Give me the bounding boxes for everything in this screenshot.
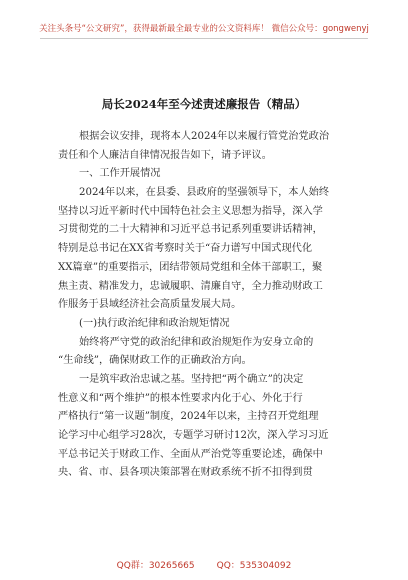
body-line: 责任和个人廉洁自律情况报告如下，请予评议。 [58, 149, 272, 161]
body-line: 根据会议安排，现将本人2024年以来履行管党治党政治 [79, 131, 330, 142]
subsection-heading: (一)执行政治纪律和政治规矩情况 [79, 317, 230, 329]
body-line: 2024年以来，在县委、县政府的坚强领导下，本人始终 [79, 187, 330, 199]
header-divider [40, 38, 368, 39]
body-line: “生命线”，确保财政工作的正确政治方向。 [58, 355, 252, 367]
header-promo-text: 关注头条号“公文研究”，获得最新最全最专业的公文资料库！ 微信公众号：gongwenyj [39, 24, 369, 34]
section-heading: 一、工作开展情况 [79, 168, 161, 180]
body-line: 严格执行“第一议题”制度，2024年以来，主持召开党组理 [58, 411, 319, 423]
document-body [58, 128, 350, 483]
body-line: 央、省、市、县各项决策部署在财政系统不折不扣得到贯 [58, 467, 313, 479]
body-line: 特别是总书记在XX省考察时关于“奋力谱写中国式现代化 [58, 243, 313, 255]
body-line: 作服务于县域经济社会高质量发展大局。 [58, 299, 242, 311]
document-title: 局长2024年至今述责述廉报告（精品） [101, 97, 307, 111]
body-line: 平总书记关于财政工作、全面从严治党等重要论述，确保中 [58, 448, 323, 460]
body-line: 焦主责、精准发力，忠诚履职、清廉自守，全力推动财政工 [58, 280, 323, 292]
body-line: 习贯彻党的二十大精神和习近平总书记系列重要讲话精神， [58, 224, 323, 236]
body-line: 坚持以习近平新时代中国特色社会主义思想为指导，深入学 [58, 205, 323, 217]
body-line: 性意义和“两个维护”的根本性要求内化于心、外化于行 [58, 392, 303, 404]
body-line: 始终将严守党的政治纪律和政治规矩作为安身立命的 [79, 336, 314, 348]
body-line: 论学习中心组学习28次，专题学习研讨12次，深入学习习近 [58, 430, 329, 441]
page-header [0, 0, 408, 58]
footer-qq-number: QQ：535304092 [216, 561, 292, 571]
footer-qq-group: QQ群：30265665 [116, 561, 195, 571]
page-footer [0, 558, 408, 571]
body-line: 一是筑牢政治忠诚之基。坚持把“两个确立”的决定 [79, 373, 304, 385]
body-line: XX篇章”的重要指示，团结带领局党组和全体干部职工，聚 [58, 261, 323, 273]
